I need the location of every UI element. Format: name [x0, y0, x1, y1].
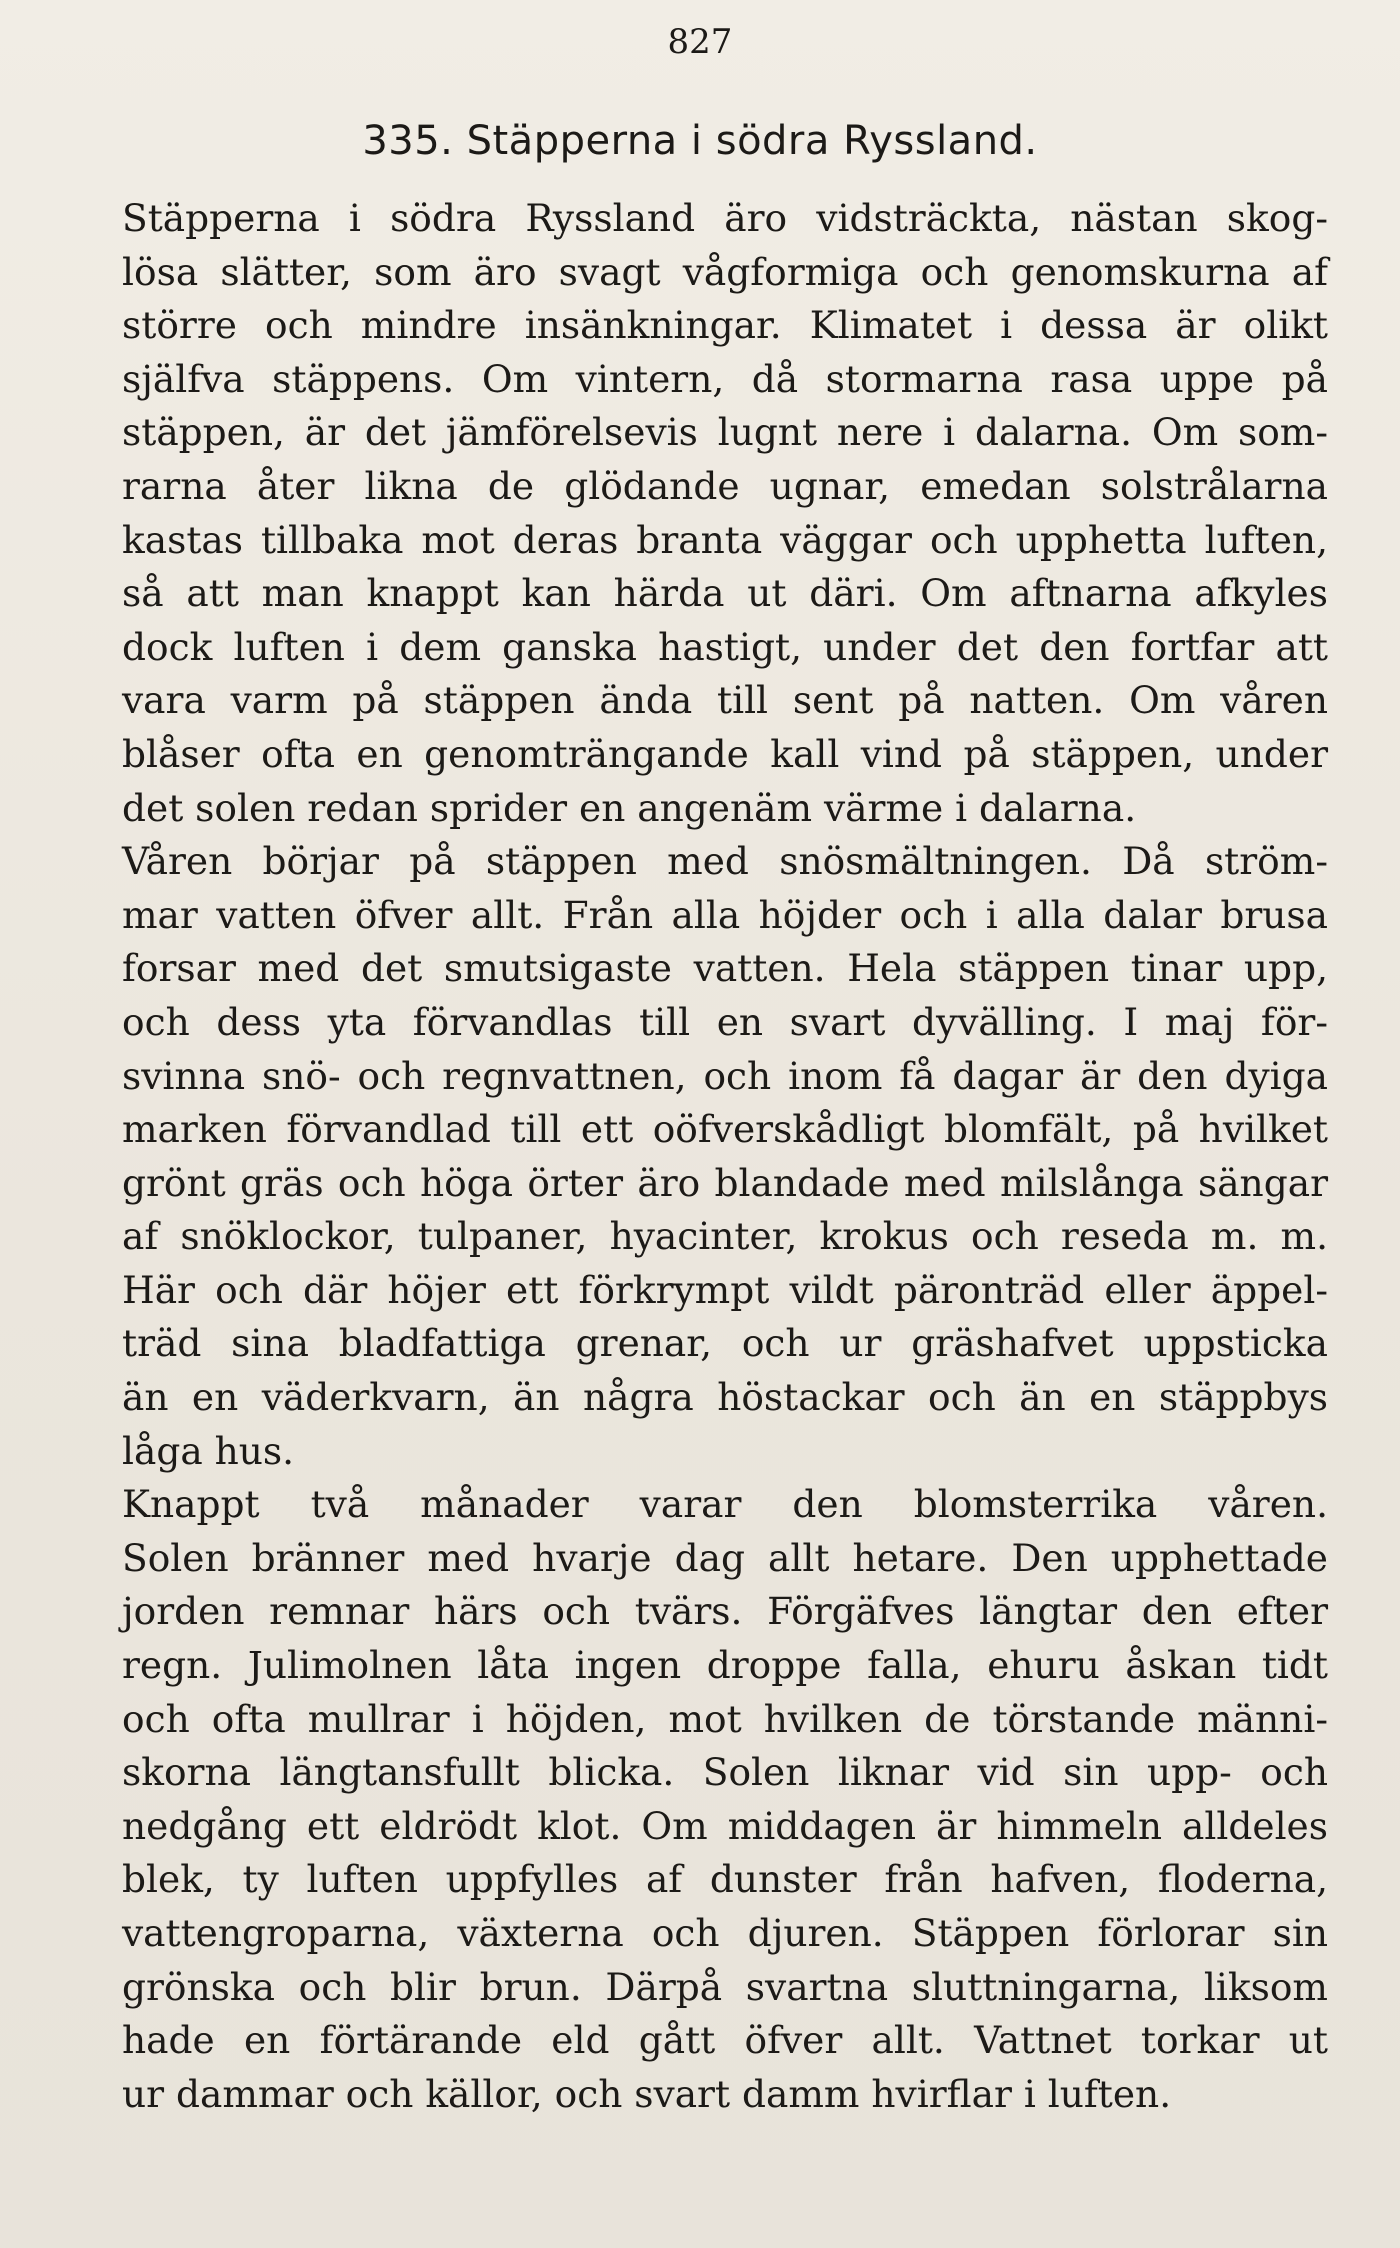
text-line: blek, ty luften uppfylles af dunster från hafven, floderna,	[122, 1857, 1328, 1902]
text-line: större och mindre insänkningar. Klimatet i dessa är olikt	[122, 303, 1328, 348]
text-line: forsar med det smutsigaste vatten. Hela stäppen tinar upp,	[122, 946, 1328, 991]
text-line: vara varm på stäppen ända till sent på natten. Om våren	[122, 678, 1328, 723]
text-line: rarna åter likna de glödande ugnar, emedan solstrålarna	[122, 463, 1328, 508]
text-line: Knappt två månader varar den blomsterrika våren.	[122, 1482, 1328, 1527]
text-line: regn. Julimolnen låta ingen droppe falla, ehuru åskan tidt	[122, 1643, 1328, 1688]
text-line: träd sina bladfattiga grenar, och ur gräshafvet uppsticka	[122, 1321, 1328, 1366]
text-line: jorden remnar härs och tvärs. Förgäfves längtar den efter	[122, 1589, 1328, 1634]
text-line: själfva stäppens. Om vintern, då stormarna rasa uppe på	[122, 356, 1328, 401]
text-line: och ofta mullrar i höjden, mot hvilken de törstande männi-	[122, 1696, 1328, 1741]
text-line: mar vatten öfver allt. Från alla höjder och i alla dalar brusa	[122, 892, 1328, 937]
text-line: grönska och blir brun. Därpå svartna sluttningarna, liksom	[122, 1964, 1328, 2009]
body-text	[32, 192, 1328, 2121]
text-line: Solen bränner med hvarje dag allt hetare. Den upphettade	[122, 1535, 1328, 1580]
paragraph	[32, 835, 1328, 1478]
text-line: vattengroparna, växterna och djuren. Stäppen förlorar sin	[122, 1911, 1328, 1955]
section-heading: 335. Stäpperna i södra Ryssland.	[362, 118, 1038, 164]
text-line: och dess yta förvandlas till en svart dyvälling. I maj för-	[122, 999, 1328, 1044]
text-line: kastas tillbaka mot deras branta väggar och upphetta luften,	[122, 517, 1328, 562]
text-line: hade en förtärande eld gått öfver allt. Vattnet torkar ut	[122, 2018, 1328, 2063]
text-line: blåser ofta en genomträngande kall vind på stäppen, under	[122, 731, 1328, 776]
text-line: det solen redan sprider en angenäm värme i dalarna.	[122, 785, 1137, 830]
text-line: lösa slätter, som äro svagt vågformiga och genomskurna af	[122, 249, 1328, 294]
paragraph	[32, 1478, 1328, 2121]
text-line: dock luften i dem ganska hastigt, under det den fortfar att	[122, 624, 1328, 669]
text-line: skorna längtansfullt blicka. Solen liknar vid sin upp- och	[122, 1750, 1328, 1795]
text-line: låga hus.	[122, 1428, 295, 1473]
text-line: stäppen, är det jämförelsevis lugnt nere i dalarna. Om som-	[122, 410, 1328, 455]
text-line: marken förvandlad till ett oöfverskådligt blomfält, på hvilket	[122, 1107, 1328, 1152]
text-line: Våren börjar på stäppen med snösmältningen. Då ström-	[122, 839, 1328, 884]
text-line: Stäpperna i södra Ryssland äro vidsträckta, nästan skog-	[122, 196, 1328, 240]
text-line: än en väderkvarn, än några höstackar och än en stäppbys	[122, 1375, 1328, 1420]
paragraph	[32, 192, 1328, 835]
text-line: så att man knappt kan härda ut däri. Om aftnarna afkyles	[122, 571, 1328, 616]
text-line: svinna snö- och regnvattnen, och inom få dagar är den dyiga	[122, 1053, 1328, 1098]
page-number: 827	[667, 22, 733, 62]
text-line: grönt gräs och höga örter äro blandade med milslånga sängar	[122, 1160, 1328, 1205]
text-line: ur dammar och källor, och svart damm hvirflar i luften.	[122, 2071, 1172, 2116]
text-line: Här och där höjer ett förkrympt vildt päronträd eller äppel-	[122, 1267, 1328, 1312]
text-line: af snöklockor, tulpaner, hyacinter, krokus och reseda m. m.	[122, 1214, 1328, 1259]
text-line: nedgång ett eldrödt klot. Om middagen är himmeln alldeles	[122, 1803, 1328, 1848]
